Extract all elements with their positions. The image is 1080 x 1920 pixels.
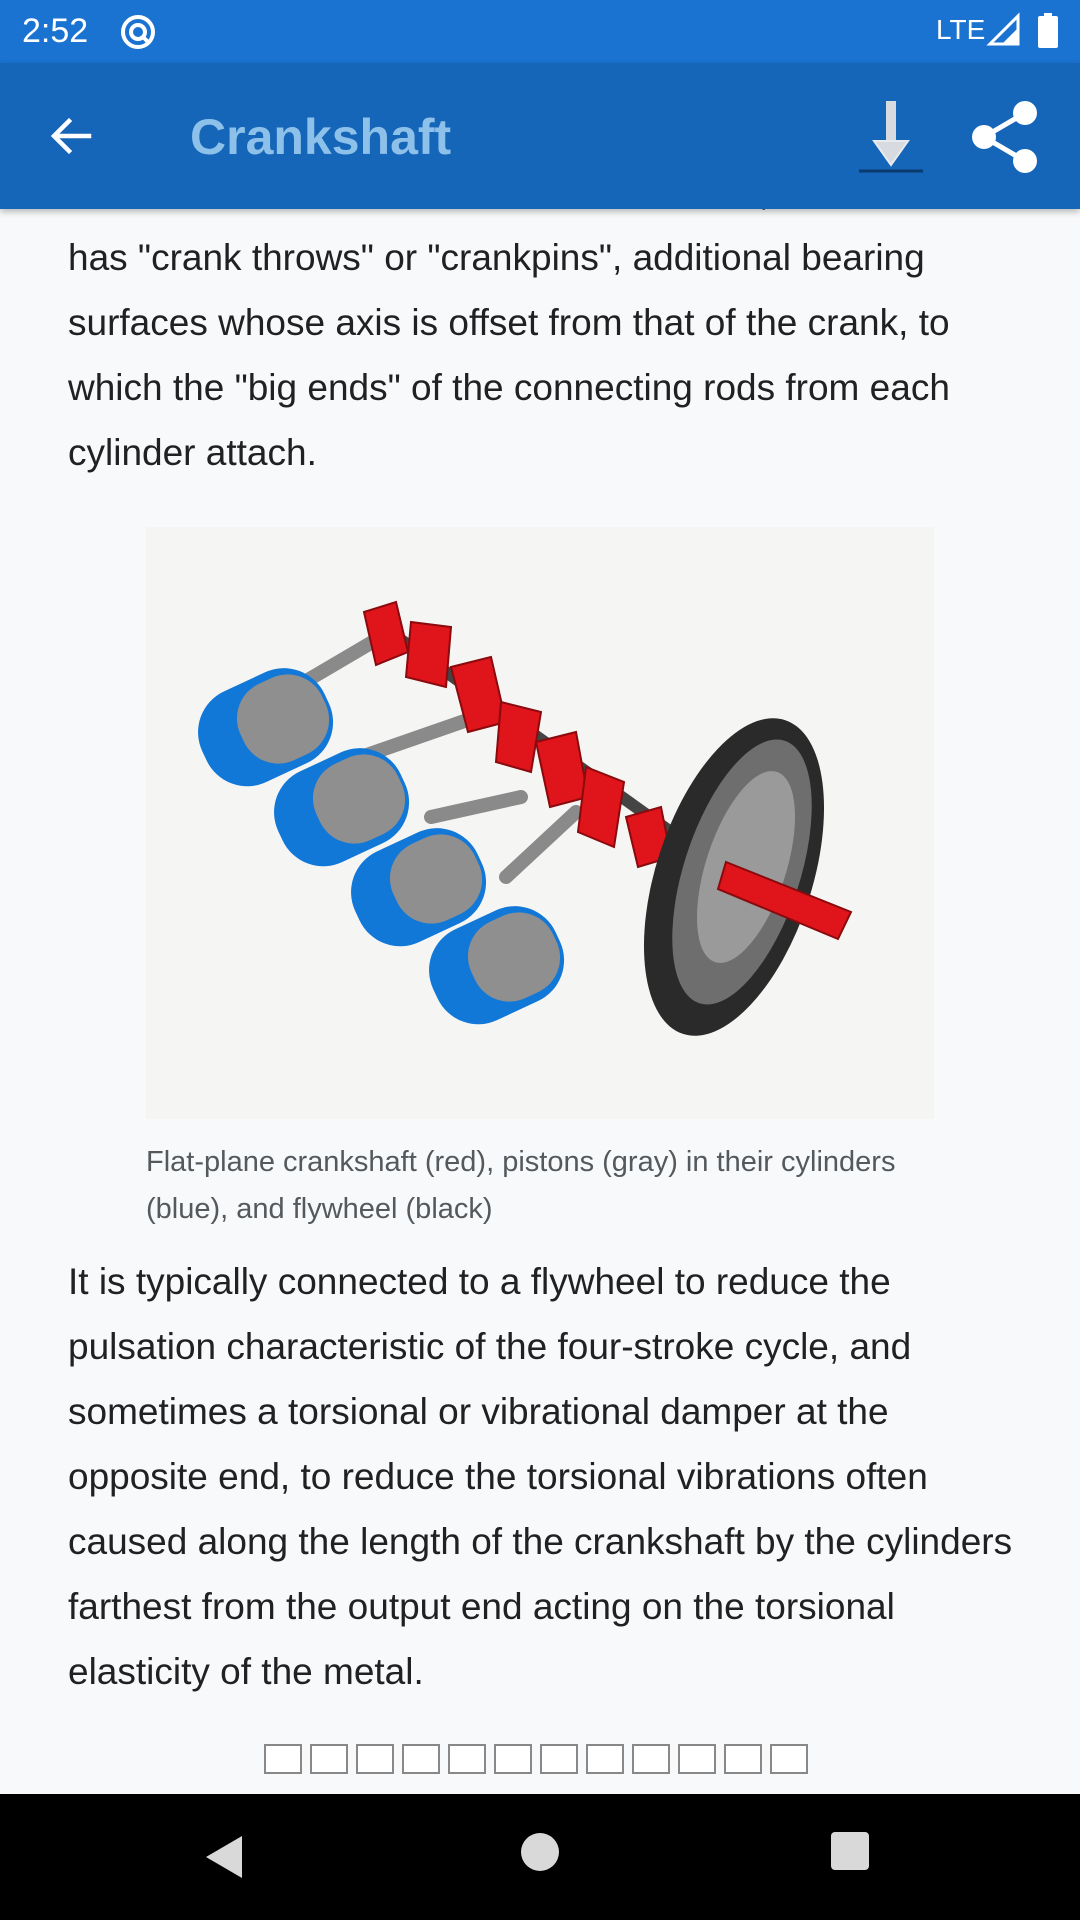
signal-icon [988, 14, 1020, 46]
page-title: Crankshaft [190, 109, 452, 165]
article-figure [146, 527, 934, 1233]
crankshaft-animation-image[interactable] [146, 527, 934, 1119]
network-type-label: LTE [936, 14, 986, 45]
battery-icon [1038, 13, 1058, 48]
share-button[interactable] [964, 95, 1046, 179]
partial-table-image [264, 1744, 1013, 1774]
app-notification-icon [120, 14, 156, 50]
nav-recents-button[interactable] [829, 1830, 871, 1872]
nav-back-icon [200, 1832, 250, 1882]
status-bar [0, 0, 1080, 63]
nav-home-button[interactable] [518, 1830, 562, 1874]
share-icon [970, 100, 1040, 174]
status-time: 2:52 [22, 12, 89, 50]
article-body [68, 160, 1013, 1774]
article-content[interactable] [0, 209, 1080, 1794]
download-button[interactable] [852, 95, 930, 179]
download-icon [856, 99, 926, 175]
nav-home-icon [518, 1830, 562, 1874]
nav-back-button[interactable] [200, 1832, 250, 1882]
nav-recents-icon [829, 1830, 871, 1872]
app-bar [0, 63, 1080, 209]
article-paragraph: has "crank throws" or "crankpins", additional bearing surfaces whose axis is offset from that of the crank, to which the "big ends" of the connecting rods from each cylinder attach. [68, 237, 950, 473]
arrow-back-icon [47, 112, 95, 160]
system-nav-bar [0, 1794, 1080, 1920]
back-button[interactable] [36, 101, 106, 171]
figure-caption: Flat-plane crankshaft (red), pistons (gray) in their cylinders (blue), and flywheel (black) [146, 1146, 896, 1225]
article-paragraph: It is typically connected to a flywheel to reduce the pulsation characteristic of the four-stroke cycle, and sometimes a torsional or vibrational damper at the opposite end, to reduce the torsional vibrations often caused along the length of the crankshaft by the cylinders farthest from the output end acting on the torsional elasticity of the metal. [68, 1261, 1013, 1692]
